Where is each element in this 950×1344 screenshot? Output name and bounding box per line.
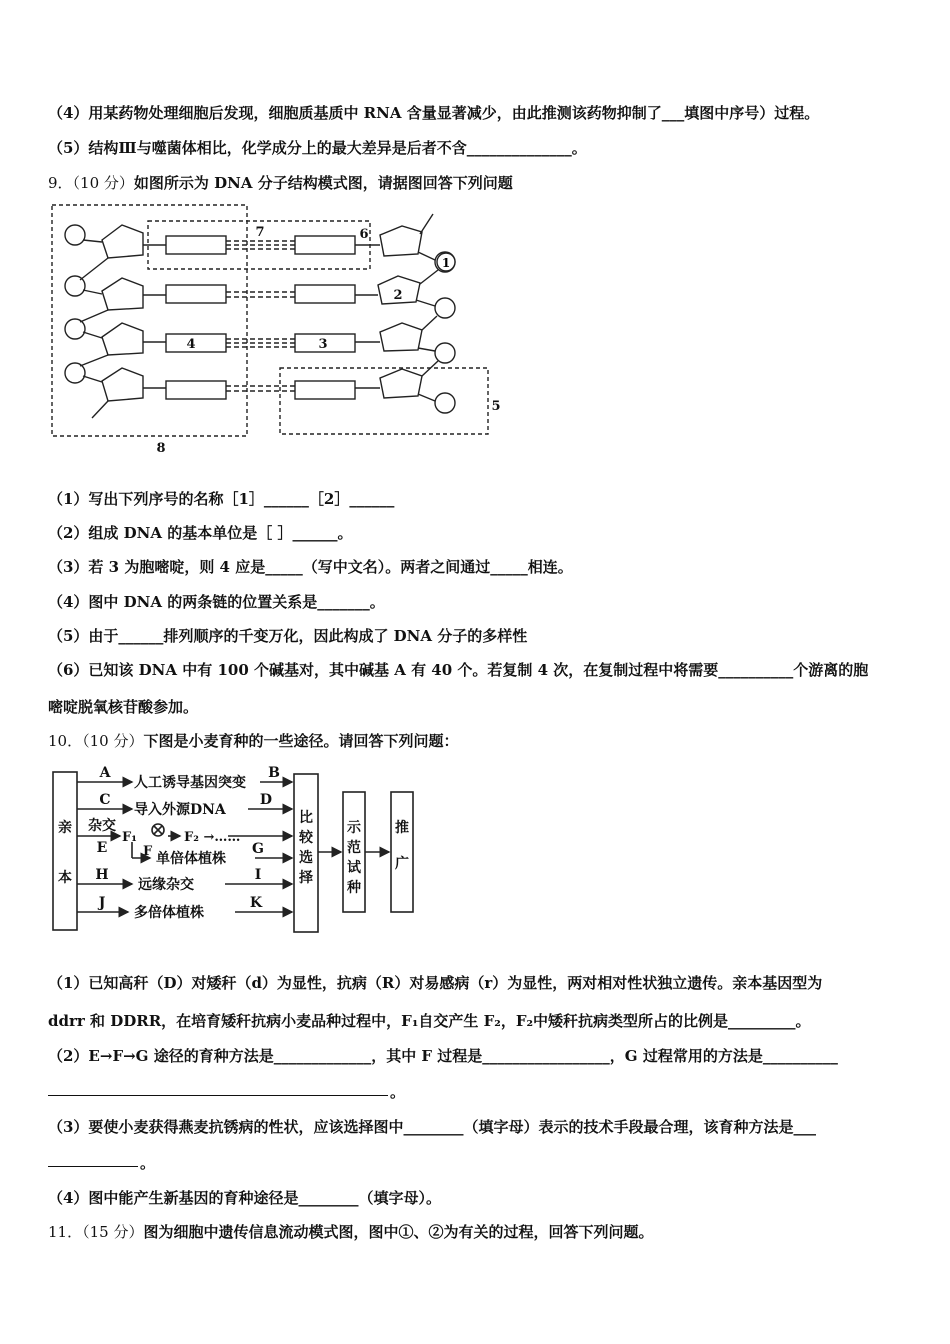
q9-item-4: （4）图中 DNA 的两条链的位置关系是_______。: [48, 593, 385, 611]
sugar: [380, 226, 422, 256]
parent-char-2: 本: [58, 870, 72, 886]
label-hybrid: 杂交: [88, 818, 116, 834]
answer-blank-line: [48, 1095, 388, 1096]
row-6-text: 多倍体植株: [134, 905, 204, 921]
prev-question-item-5: （5）结构Ⅲ与噬菌体相比，化学成分上的最大差异是后者不含______________。: [48, 139, 587, 157]
phosphate: [65, 363, 85, 383]
parent-char-1: 亲: [58, 820, 72, 836]
diagram-label-5: 5: [491, 399, 501, 414]
box3-char-1: 推: [395, 820, 409, 836]
label-H: H: [95, 867, 109, 883]
box1-char-2: 较: [299, 830, 313, 846]
promote-box: [391, 792, 413, 912]
diagram-label-4: 4: [186, 337, 196, 352]
diagram-label-6: 6: [359, 227, 369, 242]
label-K: K: [249, 895, 263, 911]
question-title: 如图所示为 DNA 分子结构模式图，请据图回答下列问题: [133, 174, 513, 192]
label-F1: F₁: [122, 830, 137, 845]
label-I: I: [254, 867, 262, 883]
sugar: [102, 278, 143, 310]
question-9-header: [48, 172, 513, 193]
row-5-text: 远缘杂交: [138, 877, 194, 893]
label-B: B: [268, 765, 280, 781]
question-number: 9．: [48, 174, 73, 192]
answer-blank-line: [48, 1166, 138, 1167]
label-F: F: [143, 844, 153, 859]
row-1-text: 人工诱导基因突变: [134, 775, 246, 791]
label-C: C: [99, 792, 111, 808]
q9-item-3: （3）若 3 为胞嘧啶，则 4 应是_____（写中文名）。两者之间通过_____相连。: [48, 558, 573, 576]
label-G: G: [252, 841, 264, 857]
diagram-label-7: 7: [255, 225, 265, 240]
question-number: 11．: [48, 1223, 83, 1241]
q10-item-4: （4）图中能产生新基因的育种途径是________（填字母）。: [48, 1189, 441, 1207]
dna-structure-diagram: [50, 200, 510, 460]
q9-item-2: （2）组成 DNA 的基本单位是［ ］______。: [48, 524, 353, 542]
box1-char-1: 比: [299, 810, 313, 826]
q10-item-2-end: 。: [390, 1083, 406, 1101]
question-score: （10 分）: [72, 174, 134, 192]
diagram-label-2: 2: [393, 288, 403, 303]
q9-item-6: （6）已知该 DNA 中有 100 个碱基对，其中碱基 A 有 40 个。若复制 4 次，在复制过程中将需要__________个游离的胞: [48, 661, 869, 679]
box3-char-2: 广: [395, 856, 409, 872]
phosphate: [435, 393, 455, 413]
box1-char-3: 选: [299, 850, 313, 866]
label-A: A: [99, 765, 111, 781]
sugar: [102, 368, 143, 401]
q10-item-3: （3）要使小麦获得燕麦抗锈病的性状，应该选择图中________（填字母）表示的技术手段最合理，该育种方法是___: [48, 1118, 816, 1136]
row-4-text: 单倍体植株: [156, 851, 226, 867]
question-title: 下图是小麦育种的一些途径。请回答下列问题：: [143, 732, 459, 750]
sugar: [102, 323, 143, 355]
dashed-box-5: [280, 368, 488, 434]
label-D: D: [259, 792, 273, 808]
label-E: E: [96, 840, 108, 856]
sugar: [380, 323, 422, 351]
question-11-header: [48, 1221, 653, 1242]
phosphate: [435, 343, 455, 363]
diagram-label-3: 3: [318, 337, 328, 352]
diagram-label-8: 8: [156, 441, 166, 456]
wheat-breeding-diagram: [50, 762, 430, 940]
q10-item-2: （2）E→F→G 途径的育种方法是_____________，其中 F 过程是_________________，G 过程常用的方法是__________: [48, 1047, 838, 1065]
q9-item-5: （5）由于______排列顺序的千变万化，因此构成了 DNA 分子的多样性: [48, 627, 528, 645]
box2-char-3: 试: [347, 860, 361, 876]
q9-item-1: （1）写出下列序号的名称［1］______［2］______: [48, 490, 395, 508]
row-2-text: 导入外源DNA: [134, 802, 226, 818]
q9-item-6-cont: 嘧啶脱氧核苷酸参加。: [48, 698, 199, 716]
sugar: [102, 225, 143, 258]
box1-char-4: 择: [299, 870, 313, 886]
prev-question-item-4: （4）用某药物处理细胞后发现，细胞质基质中 RNA 含量显著减少，由此推测该药物抑制了___填图中序号）过程。: [48, 104, 820, 122]
label-F2: F₂ →……: [184, 830, 241, 845]
phosphate: [65, 319, 85, 339]
diagram-label-1: 1: [441, 256, 451, 270]
parent-box: [53, 772, 77, 930]
question-title: 图为细胞中遗传信息流动模式图，图中①、②为有关的过程，回答下列问题。: [143, 1223, 654, 1241]
q10-item-1-cont: ddrr 和 DDRR，在培育矮秆抗病小麦品种过程中，F₁自交产生 F₂，F₂中矮秆抗病类型所占的比例是_________。: [48, 1012, 811, 1030]
sugar: [380, 369, 422, 398]
phosphate: [435, 298, 455, 318]
q10-item-3-end: 。: [140, 1154, 156, 1172]
box2-char-2: 范: [347, 840, 361, 856]
question-score: （10 分）: [82, 732, 144, 750]
box2-char-1: 示: [347, 820, 361, 836]
question-10-header: [48, 730, 458, 751]
label-J: J: [98, 895, 106, 911]
phosphate: [65, 225, 85, 245]
q10-item-1: （1）已知高秆（D）对矮秆（d）为显性，抗病（R）对易感病（r）为显性，两对相对性状独立遗传。亲本基因型为: [48, 974, 823, 992]
question-number: 10．: [48, 732, 83, 750]
label-1-circle: [437, 253, 455, 271]
box2-char-4: 种: [347, 880, 361, 896]
question-score: （15 分）: [82, 1223, 144, 1241]
